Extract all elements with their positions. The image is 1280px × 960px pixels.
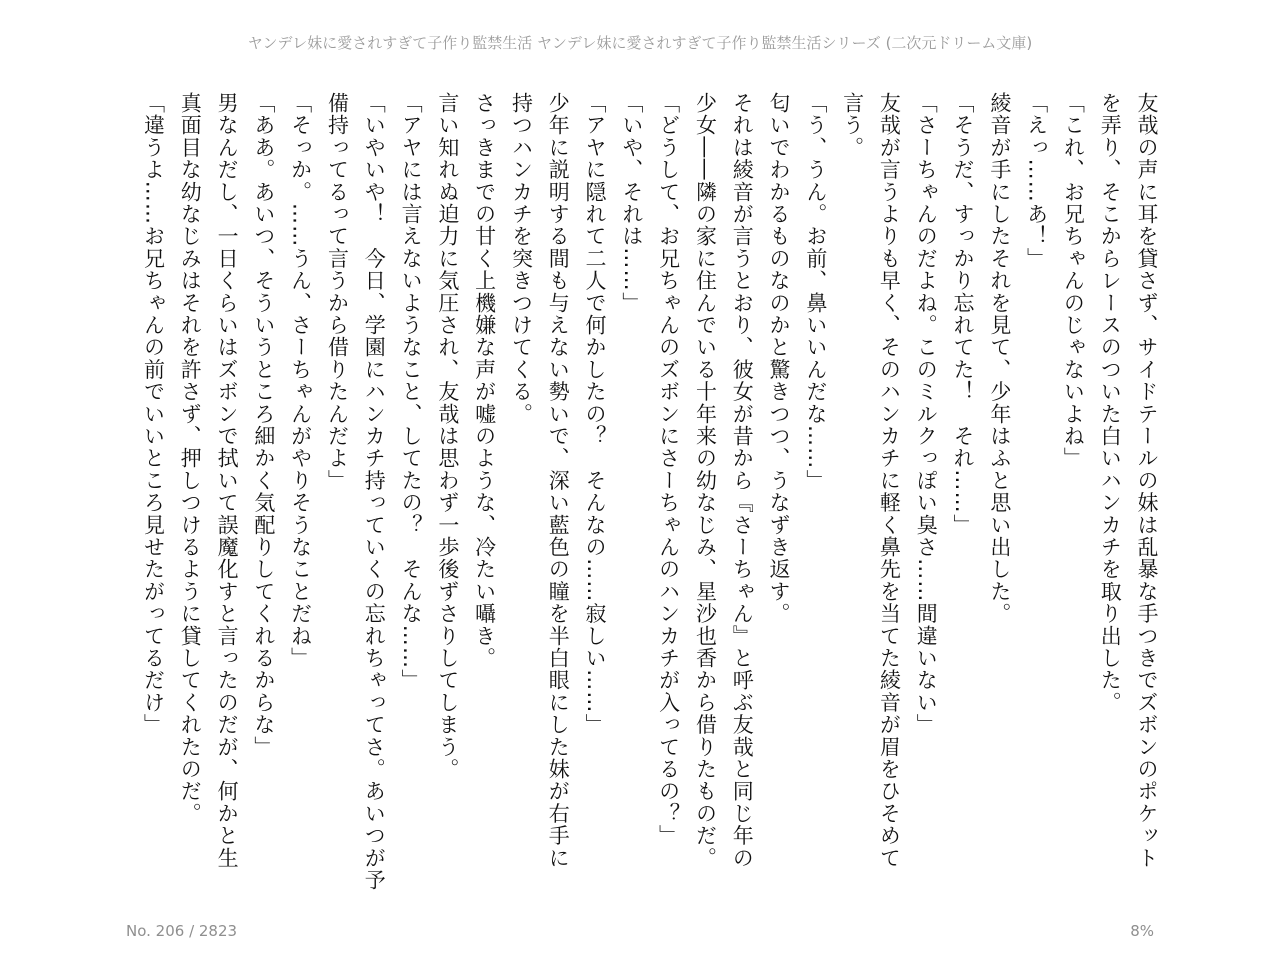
location-indicator: No. 206 / 2823 [126,922,238,940]
text-line: 言う。 [840,92,865,159]
text-line: さっきまでの甘く上機嫌な声が嘘のような、冷たい囁き。 [472,92,497,670]
text-line: 「さーちゃんのだよね。このミルクっぽい臭さ……間違いない」 [914,92,939,736]
text-line: 「う、うん。お前、鼻いいんだな……」 [803,92,828,492]
progress-percent: 8% [1130,922,1154,940]
text-line: 「アヤには言えないようなこと、してたの？ そんな……」 [399,92,424,692]
previous-page-area[interactable] [1160,70,1280,900]
text-line: 「ああ。あいつ、そういうところ細かく気配りしてくれるからな」 [251,92,276,758]
text-line: 友哉の声に耳を貸さず、サイドテールの妹は乱暴な手つきでズボンのポケット [1135,92,1159,869]
text-line: 真面目な幼なじみはそれを許さず、押しつけるように貸してくれたのだ。 [178,92,203,825]
text-line: 「これ、お兄ちゃんのじゃないよね」 [1061,92,1086,470]
text-line: 「そっか。……うん、さーちゃんがやりそうなことだね」 [288,92,313,670]
text-line: 匂いでわかるものなのかと驚きつつ、うなずき返す。 [767,92,792,625]
text-line: 言い知れぬ迫力に気圧され、友哉は思わず一歩後ずさりしてしまう。 [435,92,460,781]
text-line: 「いやいや！ 今日、学園にハンカチ持っていくの忘れちゃってさ。あいつが予 [362,92,387,892]
text-line: 「違うよ……お兄ちゃんの前でいいところ見せたがってるだけ」 [141,92,166,736]
text-line: 友哉が言うよりも早く、そのハンカチに軽く鼻先を当てた綾音が眉をひそめて [877,92,902,869]
text-line: 男なんだし、一日くらいはズボンで拭いて誤魔化すと言ったのだが、何かと生 [215,92,240,869]
text-line: 「アヤに隠れて二人で何かしたの？ そんなの……寂しい……」 [583,92,608,736]
text-line: 持つハンカチを突きつけてくる。 [509,92,534,425]
text-line: 「どうして、お兄ちゃんのズボンにさーちゃんのハンカチが入ってるの？」 [656,92,681,847]
text-line: 備持ってるって言うから借りたんだよ」 [325,92,350,492]
text-line: 少女――隣の家に住んでいる十年来の幼なじみ、星沙也香から借りたものだ。 [693,92,718,869]
text-line: 「えっ……あ！」 [1024,92,1049,270]
next-page-area[interactable] [0,70,120,900]
text-line: それは綾音が言うとおり、彼女が昔から『さーちゃん』と呼ぶ友哉と同じ年の [730,92,755,870]
text-line: 「いや、それは……」 [619,92,644,314]
text-line: 「そうだ、すっかり忘れてた！ それ……」 [951,92,976,536]
text-line: 少年に説明する間も与えない勢いで、深い藍色の瞳を半白眼にした妹が右手に [546,92,571,869]
book-title: ヤンデレ妹に愛されすぎて子作り監禁生活 ヤンデレ妹に愛されすぎて子作り監禁生活シリーズ (二次元ドリーム文庫) [247,34,1033,52]
text-line: を弄り、そこからレースのついた白いハンカチを取り出した。 [1098,92,1123,714]
text-line: 綾音が手にしたそれを見て、少年はふと思い出した。 [987,92,1012,625]
page-text [141,92,1165,892]
